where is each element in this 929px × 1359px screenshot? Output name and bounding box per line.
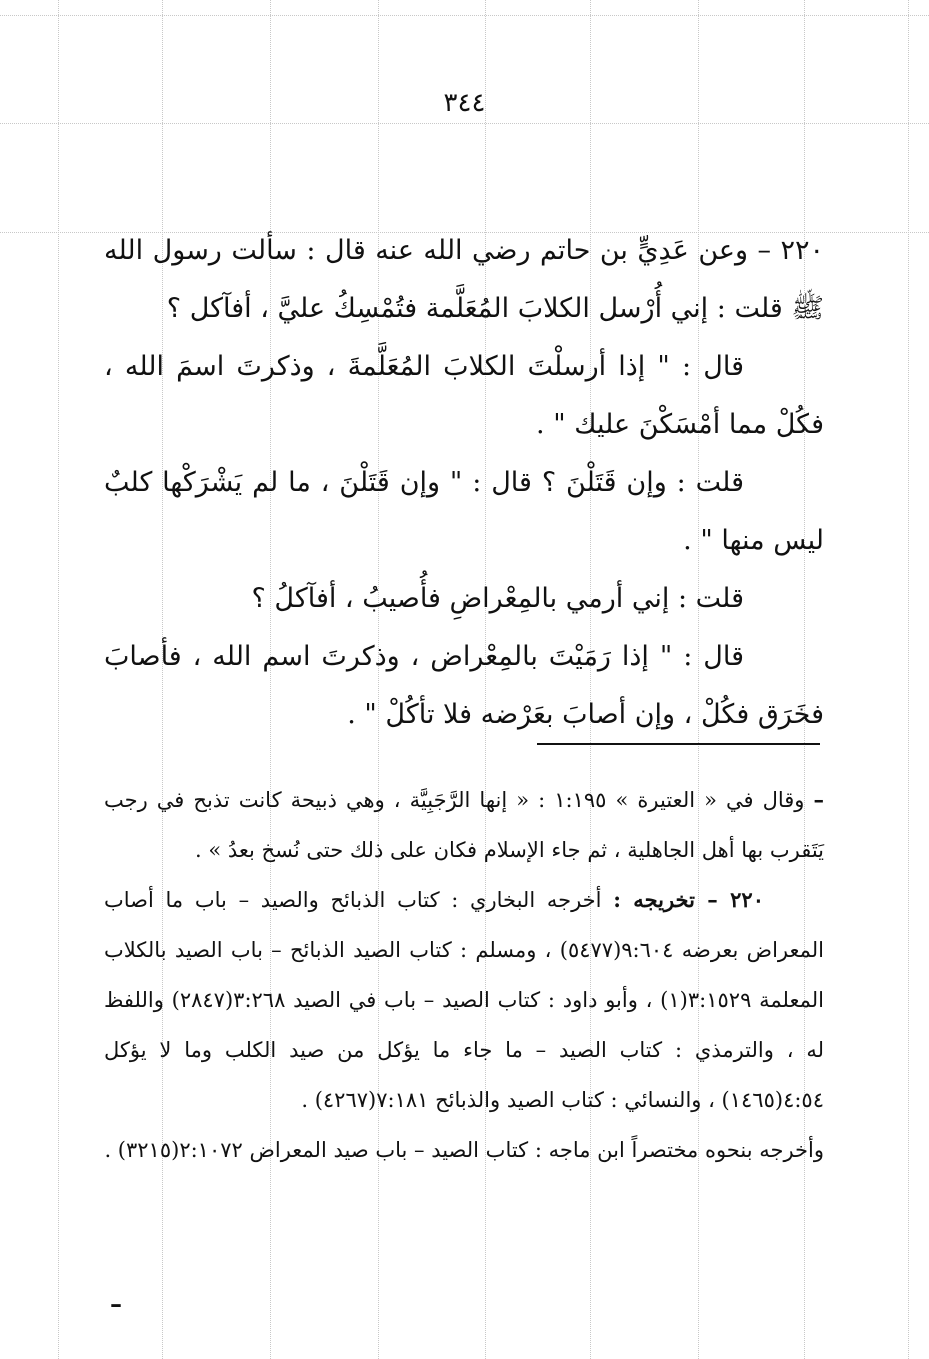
hadith-paragraph: قلت : إني أرمي بالمِعْراضِ فأُصيبُ ، أفآكلُ ؟ [251, 583, 744, 614]
footnote-label: ٢٢٠ – تخريجه : [613, 887, 764, 912]
footnote-separator [537, 743, 820, 745]
hadith-paragraph: قلت : وإن قَتَلْنَ ؟ قال : " وإن قَتَلْنَ ، ما لم يَشْرَكْها كلبٌ ليس منها " . [104, 467, 824, 556]
hadith-paragraph: قال : " إذا رَمَيْتَ بالمِعْراض ، وذكرتَ اسم الله ، فأصابَ فخَرَق فكُلْ ، وإن أصابَ بعَرْضه فلا تأكُلْ " . [104, 641, 824, 730]
scan-guide-line [58, 0, 59, 1359]
footnotes [104, 775, 824, 1175]
footnote-text: وقال في « العتيرة » ١:١٩٥ : « إنها الرَّجَبِيَّة ، وهي ذبيحة كانت تذبح في رجب يَتَقرب بها أهل الجاهلية ، ثم جاء الإسلام فكان على ذلك حتى نُسخ بعدُ » . [104, 788, 824, 862]
scan-guide-line [0, 123, 929, 124]
hadith-paragraph: قال : " إذا أرسلْتَ الكلابَ المُعَلَّمةَ ، وذكرتَ اسمَ الله ، فكُلْ مما أمْسَكْنَ عليك " . [104, 351, 824, 440]
hadith-text [104, 222, 824, 744]
page-number: ٣٤٤ [443, 88, 486, 118]
footnote-220-extra: وأخرجه بنحوه مختصراً ابن ماجه : كتاب الصيد – باب صيد المعراض ٢:١٠٧٢(٣٢١٥) . [104, 1138, 824, 1162]
footnote-220 [104, 875, 824, 1125]
scan-guide-line [908, 0, 909, 1359]
trailing-dash: – [110, 1289, 122, 1318]
scan-guide-line [0, 15, 929, 16]
footnote-text: أخرجه البخاري : كتاب الذبائح والصيد – باب ما أصاب المعراض بعرضه ٩:٦٠٤(٥٤٧٧) ، ومسلم : كتاب الصيد الذبائح – باب الصيد بالكلاب المعلمة ٣:١٥٢٩(١) ، وأبو داود : كتاب الصيد – باب في الصيد ٣:٢٦٨(٢٨٤٧) واللفظ له ، والترمذي : كتاب الصيد – ما جاء ما يؤكل من صيد الكلب وما لا يؤكل ٤:٥٤(١٤٦٥) ، والنسائي : كتاب الصيد والذبائح ٧:١٨١(٤٢٦٧) . [104, 888, 824, 1112]
footnote-continuation [104, 775, 824, 875]
continuation-dash: – [813, 787, 824, 812]
hadith-paragraph: ٢٢٠ – وعن عَدِيٍّ بن حاتم رضي الله عنه قال : سألت رسول الله ﷺ قلت : إني أُرْسل الكلابَ المُعَلَّمة فتُمْسِكُ عليَّ ، أفآكل ؟ [104, 235, 824, 324]
